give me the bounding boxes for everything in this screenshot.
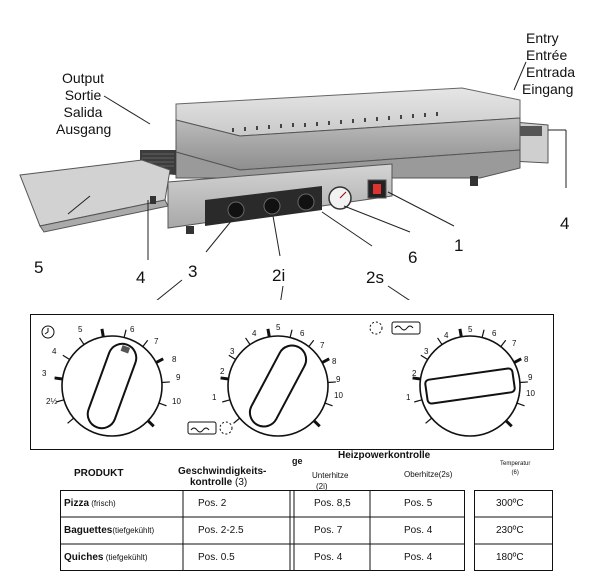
row-product <box>64 525 154 536</box>
header-under <box>312 470 348 492</box>
output-label-de: Ausgang <box>56 121 112 137</box>
upper-scale-label-0: 1 <box>406 393 411 402</box>
speed-scale-label-7: 9 <box>176 373 181 382</box>
output-callout <box>56 70 110 138</box>
row-under: Pos. 7 <box>314 525 343 536</box>
part-number-3: 3 <box>188 262 198 281</box>
dial-tick <box>221 378 229 379</box>
entry-label-en: Entry <box>526 30 559 46</box>
under-scale-label-5: 6 <box>300 329 305 338</box>
upper-scale-label-1: 2 <box>412 369 417 378</box>
speed-scale-label-3: 5 <box>78 325 83 334</box>
table-row <box>52 517 556 544</box>
row-upper: Pos. 5 <box>404 498 433 509</box>
table-row <box>52 490 556 517</box>
upper-scale-label-4: 5 <box>468 325 473 334</box>
part-number-2i: 2i <box>272 266 286 285</box>
header-temp-label: Temperatur <box>500 461 531 467</box>
row-product-note: (frisch) <box>91 499 116 508</box>
header-under-ref: (2i) <box>316 482 328 491</box>
row-product-name: Pizza <box>64 498 90 509</box>
dial-tick <box>328 382 336 383</box>
dial-tick <box>55 378 63 379</box>
under-scale-label-8: 9 <box>336 375 341 384</box>
speed-scale-label-4: 6 <box>130 325 135 334</box>
dial-tick <box>520 382 528 383</box>
row-product-note: (tiefgekühlt) <box>112 526 155 535</box>
table-row <box>52 544 556 571</box>
row-upper: Pos. 4 <box>404 552 433 563</box>
row-product-name: Quiches <box>64 552 104 563</box>
entry-label-de: Eingang <box>522 81 574 97</box>
upper-scale-label-8: 9 <box>528 373 533 382</box>
dial-tick <box>162 382 170 383</box>
header-ge: ge <box>292 456 303 466</box>
part-number-5: 5 <box>34 258 44 277</box>
upper-scale-label-9: 10 <box>526 389 535 398</box>
under-scale-label-7: 8 <box>332 357 337 366</box>
entry-label-es: Entrada <box>526 64 576 80</box>
header-speed-line1: Geschwindigkeits- <box>178 466 267 477</box>
row-upper: Pos. 4 <box>404 525 433 536</box>
under-scale-label-3: 4 <box>252 329 257 338</box>
part-number-6: 6 <box>408 248 418 267</box>
output-label-en: Output <box>61 70 105 86</box>
dial-tick <box>413 378 421 379</box>
upper-scale-label-5: 6 <box>492 329 497 338</box>
part-number-1: 1 <box>454 236 464 255</box>
output-label-fr: Sortie <box>64 87 102 103</box>
upper-scale-label-3: 4 <box>444 331 449 340</box>
under-scale-label-1: 2 <box>220 367 225 376</box>
dial-panel <box>30 314 554 450</box>
upper-scale-label-7: 8 <box>524 355 529 364</box>
row-product-name: Baguettes <box>64 525 113 536</box>
part-number-4-right: 4 <box>560 214 570 233</box>
row-under: Pos. 4 <box>314 552 343 563</box>
header-speed <box>178 466 266 488</box>
part-number-4-left: 4 <box>136 268 146 287</box>
header-under-label: Unterhitze <box>312 471 349 480</box>
entry-callout <box>522 30 575 98</box>
entry-label-fr: Entrée <box>526 47 568 63</box>
row-speed: Pos. 0.5 <box>198 552 235 563</box>
part-number-2s: 2s <box>366 268 384 287</box>
row-speed: Pos. 2 <box>198 498 227 509</box>
row-under: Pos. 8,5 <box>314 498 351 509</box>
row-product-note: (tiefgekühlt) <box>105 553 148 562</box>
under-scale-label-2: 3 <box>230 347 235 356</box>
header-upper: Oberhitze(2s) <box>404 470 453 479</box>
header-speed-word: kontrolle <box>190 477 233 488</box>
dial-tick <box>460 329 461 337</box>
row-temp: 300ºC <box>496 498 524 509</box>
row-temp: 230ºC <box>496 525 524 536</box>
upper-scale-label-6: 7 <box>512 339 517 348</box>
row-product <box>64 552 148 563</box>
row-product <box>64 498 116 509</box>
row-speed: Pos. 2-2.5 <box>198 525 244 536</box>
header-speed-line2 <box>178 477 266 488</box>
under-scale-label-6: 7 <box>320 341 325 350</box>
upper-scale-label-2: 3 <box>424 347 429 356</box>
row-temp: 180ºC <box>496 552 524 563</box>
speed-scale-label-1: 3 <box>42 369 47 378</box>
header-speed-ref: (3) <box>235 477 248 488</box>
under-scale-label-0: 1 <box>212 393 217 402</box>
speed-scale-label-0: 2½ <box>46 397 58 406</box>
dial-tick <box>268 329 269 337</box>
speed-scale-label-5: 7 <box>154 337 159 346</box>
header-temp <box>500 460 530 478</box>
speed-scale-label-2: 4 <box>52 347 57 356</box>
output-label-es: Salida <box>63 104 103 120</box>
speed-scale-label-8: 10 <box>172 397 181 406</box>
header-product: PRODUKT <box>74 468 124 479</box>
header-temp-ref: (6) <box>511 470 519 476</box>
under-scale-label-4: 5 <box>276 323 281 332</box>
header-heat: Heizpowerkontrolle <box>338 450 431 461</box>
dial-tick <box>102 329 103 337</box>
under-scale-label-9: 10 <box>334 391 343 400</box>
settings-table <box>52 450 556 576</box>
speed-scale-label-6: 8 <box>172 355 177 364</box>
